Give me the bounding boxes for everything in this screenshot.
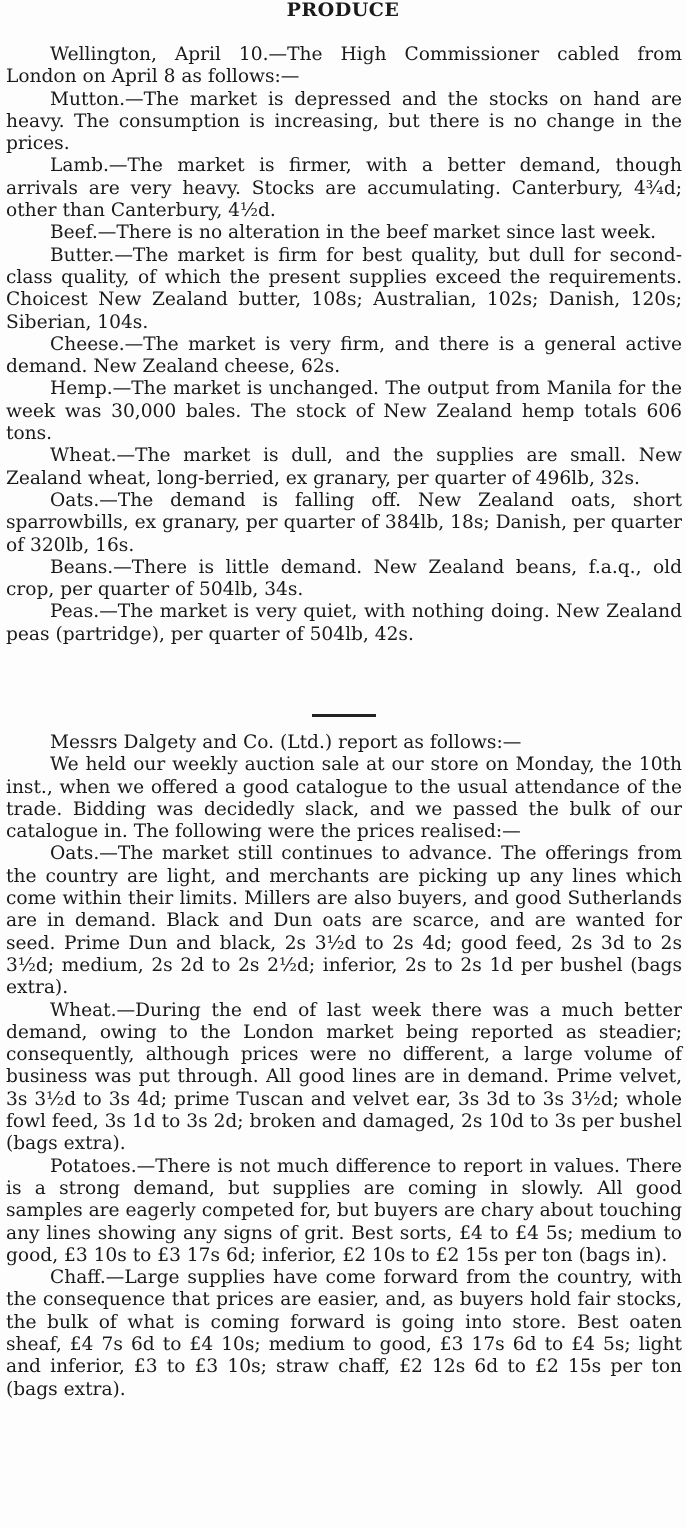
paragraph-auction: We held our weekly auction sale at our store on Monday, the 10th inst., when we offered a good catalogue to the usual attendance of the trade. Bidding was decidedly slack, and we passed the bulk of our catalogue in. The following were the prices realised:— [6, 754, 682, 843]
paragraph-intro: Messrs Dalgety and Co. (Ltd.) report as follows:— [50, 732, 522, 753]
cable-report [6, 44, 682, 646]
page-title: PRODUCE [286, 0, 400, 21]
section-divider [312, 714, 376, 717]
paragraph-lamb: Lamb.—The market is firmer, with a better demand, though arrivals are very heavy. Stocks are accumulating. Canterbury, 4¾d; other than Canterbury, 4½d. [6, 155, 682, 222]
paragraph-intro: Wellington, April 10.—The High Commissioner cabled from London on April 8 as follows:— [6, 44, 682, 88]
paragraph-beans: Beans.—There is little demand. New Zealand beans, f.a.q., old crop, per quarter of 504lb, 34s. [6, 556, 682, 601]
paragraph-peas: Peas.—The market is very quiet, with nothing doing. New Zealand peas (partridge), per quarter of 504lb, 42s. [6, 601, 682, 645]
paragraph-hemp: Hemp.—The market is unchanged. The output from Manila for the week was 30,000 bales. The stock of New Zealand hemp totals 606 tons. [6, 378, 682, 445]
paragraph-mutton: Mutton.—The market is depressed and the stocks on hand are heavy. The consumption is increasing, but there is no change in the prices. [6, 88, 682, 155]
paragraph-oats: Oats.—The market still continues to advance. The offerings from the country are light, and merchants are picking up any lines which come within their limits. Millers are also buyers, and good Sutherlands are in demand. Black and Dun oats are scarce, and are wanted for seed. Prime Dun and black, 2s 3½d to 2s 4d; good feed, 2s 3d to 2s 3½d; medium, 2s 2d to 2s 2½d; inferior, 2s to 2s 1d per bushel (bags extra). [6, 843, 682, 999]
paragraph-wheat: Wheat.—The market is dull, and the supplies are small. New Zealand wheat, long-berried, ex granary, per quarter of 496lb, 32s. [6, 445, 682, 489]
paragraph-butter: Butter.—The market is firm for best quality, but dull for second-class quality, of which the present supplies exceed the requirements. Choicest New Zealand butter, 108s; Australian, 102s; Danish, 120s; Siberian, 104s. [6, 244, 682, 333]
paragraph-wheat: Wheat.—During the end of last week there was a much better demand, owing to the London market being reported as steadier; consequently, although prices were no different, a large volume of business was put through. All good lines are in demand. Prime velvet, 3s 3½d to 3s 4d; prime Tuscan and velvet ear, 3s 3d to 3s 3½d; whole fowl feed, 3s 1d to 3s 2d; broken and damaged, 2s 10d to 3s per bushel (bags extra). [6, 999, 682, 1155]
paragraph-beef: Beef.—There is no alteration in the beef market since last week. [50, 222, 657, 244]
paragraph-chaff: Chaff.—Large supplies have come forward from the country, with the consequence that prices are easier, and, as buyers hold fair stocks, the bulk of what is coming forward is going into store. Best oaten sheaf, £4 7s 6d to £4 10s; medium to good, £3 17s 6d to £4 5s; light and inferior, £3 to £3 10s; straw chaff, £2 12s 6d to £2 15s per ton (bags extra). [6, 1267, 682, 1400]
paragraph-potatoes: Potatoes.—There is not much difference to report in values. There is a strong demand, but supplies are coming in slowly. All good samples are eagerly competed for, but buyers are chary about touching any lines showing any signs of grit. Best sorts, £4 to £4 5s; medium to good, £3 10s to £3 17s 6d; inferior, £2 10s to £2 15s per ton (bags in). [6, 1155, 682, 1266]
dalgety-report [6, 732, 682, 1401]
paragraph-cheese: Cheese.—The market is very firm, and there is a general active demand. New Zealand cheese, 62s. [6, 333, 682, 378]
paragraph-oats: Oats.—The demand is falling off. New Zealand oats, short sparrowbills, ex granary, per quarter of 384lb, 18s; Danish, per quarter of 320lb, 16s. [6, 489, 682, 556]
